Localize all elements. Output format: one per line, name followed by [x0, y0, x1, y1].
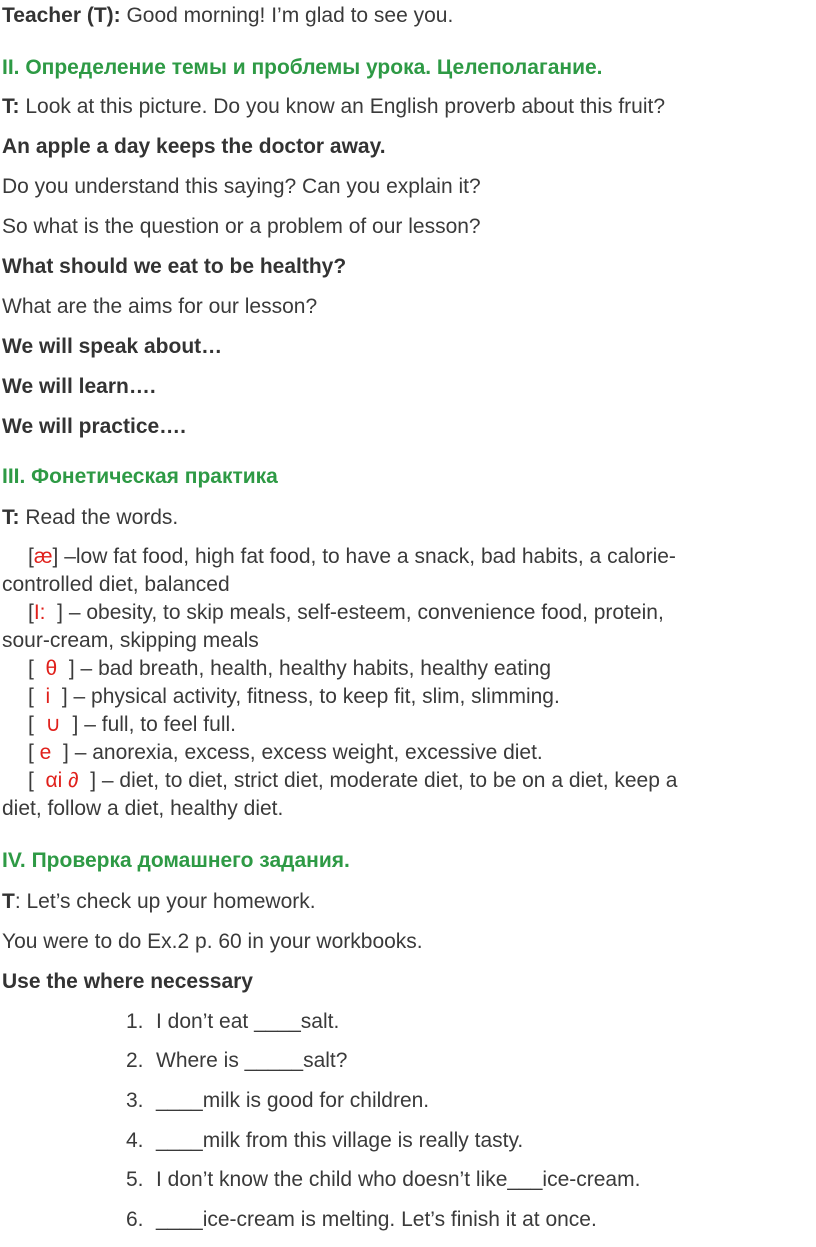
phonetic-symbol: e — [39, 741, 52, 764]
phonetic-row-u: [ ∪ ] – full, to feel full. — [28, 713, 236, 736]
list-item — [126, 1207, 597, 1233]
list-text: ____milk is good for children. — [156, 1089, 430, 1112]
phonetic-words: – anorexia, excess, excess weight, excessive diet. — [68, 741, 543, 764]
list-text: ____ice-cream is melting. Let’s finish it at once. — [156, 1208, 597, 1231]
list-text: Where is _____salt? — [156, 1049, 348, 1072]
phonetic-symbol: i — [45, 685, 51, 708]
speaker-label: T: — [2, 95, 20, 118]
section-heading-4: IV. Проверка домашнего задания. — [2, 849, 350, 872]
phonetic-row-ae: [æ] –low fat food, high fat food, to have a snack, bad habits, a calorie- controlled diet, balanced — [2, 543, 802, 599]
aim-speak: We will speak about… — [2, 335, 223, 358]
picture-question-text: Look at this picture. Do you know an English proverb about this fruit? — [19, 95, 666, 118]
phonetic-symbol: ∪ — [45, 713, 61, 736]
speaker-label: T: — [2, 506, 20, 529]
list-number: 3. — [126, 1089, 144, 1112]
picture-question — [2, 94, 665, 120]
phonetic-symbol: I: — [33, 601, 46, 624]
phonetic-symbol: æ — [33, 545, 53, 568]
read-words-text: Read the words. — [19, 506, 179, 529]
list-number: 1. — [126, 1010, 144, 1033]
phonetic-row-diphthong: [ αi ∂ ] – diet, to diet, strict diet, moderate diet, to be on a diet, keep a diet, follow a diet, healthy diet. — [2, 767, 802, 823]
list-item — [126, 1048, 347, 1074]
phonetic-words-continued: sour-cream, skipping meals — [2, 629, 259, 652]
homework-line — [2, 889, 316, 915]
phonetic-row-i-short: [ i ] – physical activity, fitness, to keep fit, slim, slimming. — [28, 685, 560, 708]
list-item — [126, 1128, 523, 1154]
exercise-line: You were to do Ex.2 p. 60 in your workbooks. — [2, 930, 423, 953]
aim-practice: We will practice…. — [2, 415, 187, 438]
proverb: An apple a day keeps the doctor away. — [2, 135, 386, 158]
list-text: ____milk from this village is really tasty. — [156, 1129, 524, 1152]
understand-question: Do you understand this saying? Can you explain it? — [2, 175, 481, 198]
aims-question: What are the aims for our lesson? — [2, 295, 318, 318]
phonetic-words: – diet, to diet, strict diet, moderate diet, to be on a diet, keep a — [96, 769, 678, 792]
phonetic-symbol: αi ∂ — [45, 769, 79, 792]
problem-question: So what is the question or a problem of our lesson? — [2, 215, 481, 238]
section-heading-2: II. Определение темы и проблемы урока. Целеполагание. — [2, 56, 603, 79]
phonetic-row-e: [ e ] – anorexia, excess, excess weight, excessive diet. — [28, 741, 543, 764]
phonetic-row-i-long: [I: ] – obesity, to skip meals, self-esteem, convenience food, protein, sour-cream, skipping meals — [2, 599, 802, 655]
homework-text: : Let’s check up your homework. — [14, 890, 316, 913]
phonetic-words: – physical activity, fitness, to keep fit, slim, slimming. — [67, 685, 560, 708]
list-number: 6. — [126, 1208, 144, 1231]
list-number: 2. — [126, 1049, 144, 1072]
list-item — [126, 1088, 429, 1114]
list-text: I don’t know the child who doesn’t like___ice-cream. — [156, 1168, 641, 1191]
aim-learn: We will learn…. — [2, 375, 156, 398]
phonetic-symbol: θ — [45, 657, 58, 680]
list-text: I don’t eat ____salt. — [156, 1010, 340, 1033]
greeting-line — [2, 3, 453, 29]
list-number: 4. — [126, 1129, 144, 1152]
phonetic-words: – full, to feel full. — [78, 713, 236, 736]
phonetic-words: – obesity, to skip meals, self-esteem, convenience food, protein, — [63, 601, 664, 624]
exercise-instruction: Use the where necessary — [2, 970, 253, 993]
phonetic-words: – bad breath, health, healthy habits, healthy eating — [74, 657, 552, 680]
list-item — [126, 1167, 640, 1193]
speaker-label: T — [2, 890, 15, 913]
list-number: 5. — [126, 1168, 144, 1191]
speaker-label: Teacher (T): — [2, 4, 121, 27]
lesson-problem: What should we eat to be healthy? — [2, 255, 347, 278]
section-heading-3: III. Фонетическая практика — [2, 465, 278, 488]
list-item — [126, 1009, 339, 1035]
read-words-line — [2, 505, 178, 531]
phonetic-words: –low fat food, high fat food, to have a snack, bad habits, a calorie- — [64, 545, 676, 568]
phonetic-words-continued: diet, follow a diet, healthy diet. — [2, 797, 284, 820]
phonetic-row-theta: [ θ ] – bad breath, health, healthy habits, healthy eating — [28, 657, 552, 680]
phonetic-words-continued: controlled diet, balanced — [2, 573, 230, 596]
greeting-text: Good morning! I’m glad to see you. — [120, 4, 454, 27]
